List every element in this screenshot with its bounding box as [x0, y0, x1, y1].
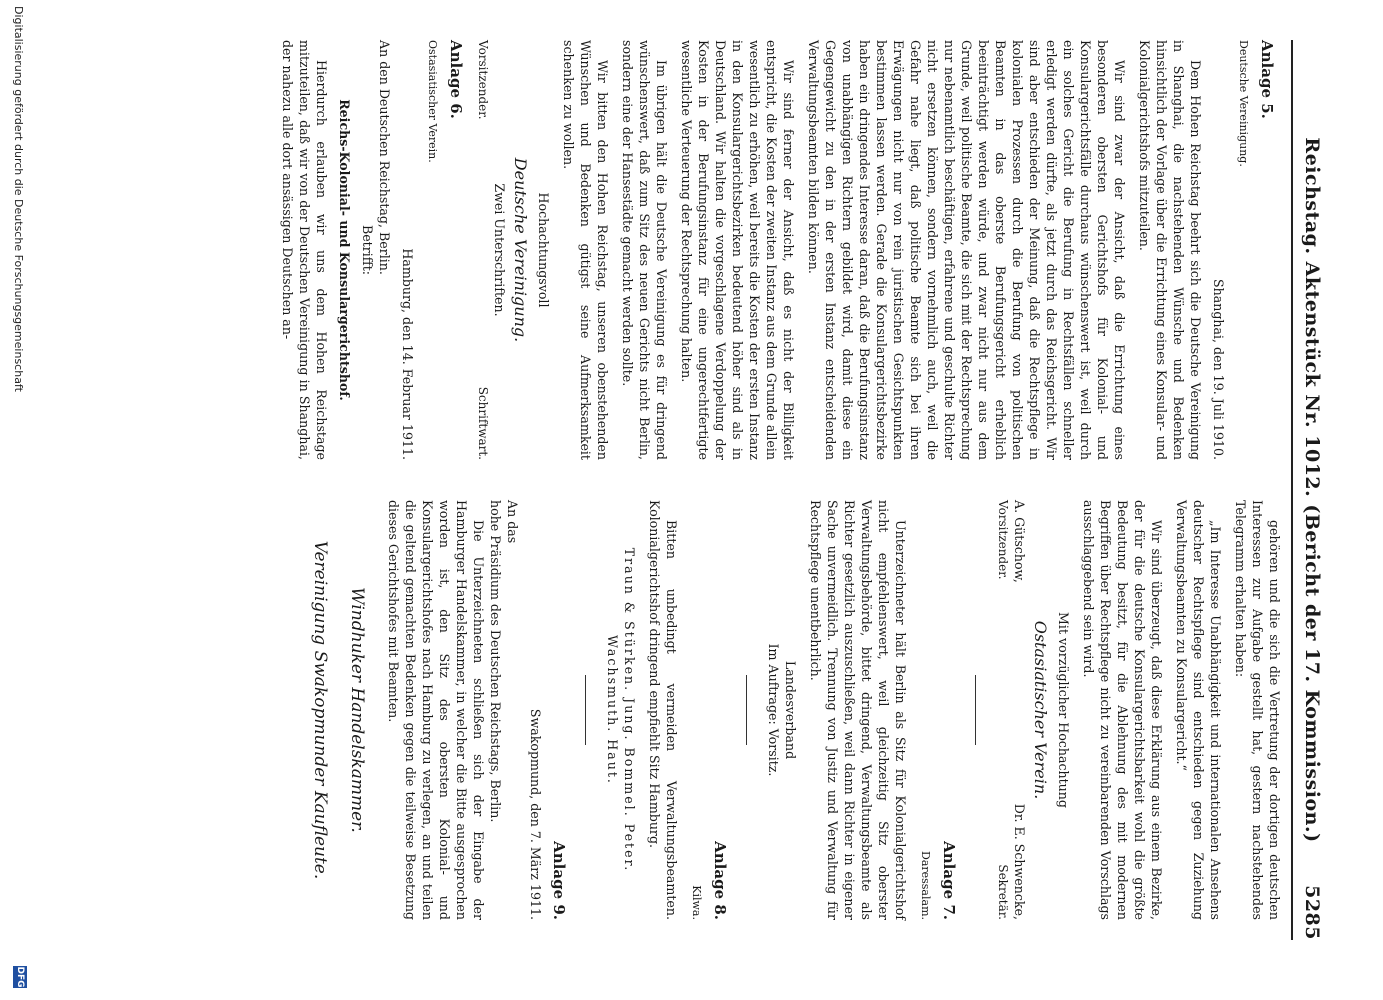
- anlage-6-paragraph: Wir sind überzeugt, daß diese Erklärung aus einem Bezirke, der für die deutsche Konsulargerichtsbarkeit wohl die größte Bedeutung besitzt, für die Ablehnung des mit modernen Begriffen über Rechtspflege nicht zu vereinbarenden Vorschlags ausschlaggebend sein wird.: [1081, 500, 1164, 920]
- anlage-8-heading: Anlage 8.: [711, 841, 729, 920]
- scan-footer: [7, 0, 27, 1000]
- signatory: Dr. E. Schwencke,: [1012, 803, 1027, 920]
- role: Schriftwart.: [476, 386, 490, 460]
- anlage-7-place: Daressalam.: [919, 851, 932, 920]
- right-column: [311, 500, 1283, 920]
- anlage-5-paragraph: Dem Hohen Reichstag beehrt sich die Deutsche Vereinigung in Shanghai, die nachstehenden Wünsche und Bedenken hinsichtlich der Vorlage über die Errichtung eines Konsular- und Kolonialgerichtshofs mitzuteilen.: [1137, 40, 1203, 460]
- anlage-6-dateline: Hamburg, den 14. Februar 1911.: [400, 248, 415, 460]
- anlage-5-closing: Hochachtungsvoll: [536, 192, 551, 308]
- anlage-6-continuation: gehören und die sich die Vertretung der dortigen deutschen Interessen zur Aufgabe gestellt hat, gestern nachstehendes Telegramm erhalten haben:: [1233, 500, 1282, 920]
- anlage-8-paragraph: Bitten unbedingt vermeiden Verwaltungsbeamten. Kolonialgerichtshof dringend empfiehlt Sitz Hamburg.: [647, 500, 679, 920]
- anlage-6-organization: Ostasiatischer Verein.: [1031, 620, 1050, 800]
- separator-rule: [975, 675, 976, 745]
- anlage-6-names: [1011, 500, 1028, 920]
- header-title: Reichstag. Aktenstück Nr. 1012. (Bericht der 17. Kommission.): [1301, 137, 1323, 843]
- separator-rule: [585, 675, 586, 745]
- role: Vorsitzender.: [476, 40, 490, 120]
- anlage-9-heading: Anlage 9.: [550, 841, 568, 920]
- anlage-6-address: An den Deutschen Reichstag, Berlin.: [377, 40, 392, 275]
- anlage-7-organization: Landesverband: [783, 660, 798, 760]
- anlage-7-paragraph: Unterzeichneter hält Berlin als Sitz für Kolonialgerichtshof nicht empfehlenswert, weil gleichzeitig Sitz oberster Verwaltungsbehörde, bittet dringend, Verwaltungsbeamte als Richter gesetzlich auszuschließen, weil dann Richter in eigener Sache unvermeidlich. Trennung von Justiz und Verwaltung für Rechtspflege unentbehrlich.: [808, 500, 908, 920]
- anlage-6-paragraph: Hierdurch erlauben wir uns dem Hohen Reichstage mitzuteilen, daß wir von der Deutschen Vereinigung in Shanghai, der nahezu alle dort ansässigen Deutschen an-: [280, 40, 329, 460]
- anlage-9-dateline: Swakopmund, den 7. März 1911.: [528, 708, 543, 920]
- role: Sekretär.: [996, 864, 1010, 920]
- anlage-5-signatures: Zwei Unterschriften.: [492, 183, 507, 317]
- dfg-logo: DFG: [15, 966, 25, 988]
- anlage-5-organization: Deutsche Vereinigung.: [511, 157, 530, 343]
- role: Vorsitzender.: [996, 500, 1010, 580]
- anlage-9-address: hohe Präsidium des Deutschen Reichstags, Berlin.: [488, 500, 503, 823]
- anlage-5-heading: Anlage 5.: [1258, 40, 1276, 119]
- anlage-9-organization: Vereinigung Swakopmunder Kaufleute.: [310, 540, 330, 880]
- anlage-8-place: Kilwa.: [690, 885, 703, 920]
- anlage-9-address: An das: [505, 500, 520, 544]
- anlage-6-closing: Mit vorzüglicher Hochachtung: [1056, 612, 1071, 808]
- anlage-6-heading: Anlage 6.: [447, 40, 465, 119]
- anlage-9-paragraph: Die Unterzeichneten schließen sich der Eingabe der Hamburger Handelskammer, in welcher die Bitte ausgesprochen worden ist, den Sitz des obersten Kolonial- und Konsulargerichtshofes nach Hamburg zu verlegen, an und teilen die geltend gemachten Bedenken gegen die teilweise Besetzung dieses Gerichtshofes mit Beamten.: [386, 500, 486, 920]
- anlage-5-paragraph: Wir bitten den Hohen Reichstag, unseren obenstehenden Wünschen und Bedenken gütigst seine Aufmerksamkeit schenken zu wollen.: [561, 40, 610, 460]
- page-number: 5285: [1301, 885, 1323, 940]
- anlage-9-organization: Windhuker Handelskammer.: [347, 587, 367, 833]
- anlage-5-sender: Deutsche Vereinigung.: [1237, 40, 1250, 167]
- page-header: [1291, 40, 1323, 940]
- anlage-5-dateline: Shanghai, den 19. Juli 1910.: [1211, 278, 1226, 460]
- funding-credit: Digitalisierung gefördert durch die Deutsche Forschungsgemeinschaft: [12, 6, 25, 392]
- anlage-7-signed: Im Auftrage: Vorsitz.: [766, 643, 781, 777]
- telegram-quote: „Im Interesse Unabhängigkeit und internationalen Ansehens deutscher Rechtspflege sind entschieden gegen Zuziehung Verwaltungsbeamten zu Konsulargericht.“: [1174, 500, 1223, 920]
- anlage-7-heading: Anlage 7.: [940, 841, 958, 920]
- anlage-6-roles: [994, 500, 1011, 920]
- signatory: A. Gütschow,: [1012, 500, 1027, 583]
- separator-rule: [746, 675, 747, 745]
- anlage-8-signatories: Traun & Stürken. Jung. Bommel. Peter. Wachsmuth. Haut.: [605, 547, 637, 873]
- anlage-5-paragraph: Im übrigen hält die Deutsche Vereinigung es für dringend wünschenswert, daß zum Sitz des neuen Gerichts nicht Berlin, sondern eine der Hansestädte gemacht werden sollte.: [620, 40, 669, 460]
- anlage-6-betrifft: Betrifft:: [360, 224, 375, 276]
- anlage-5-roles: [474, 40, 491, 460]
- anlage-6-subject: Reichs-Kolonial- und Konsulargerichtshof.: [337, 99, 352, 401]
- anlage-6-sender: Ostasiatischer Verein.: [426, 40, 439, 163]
- anlage-5-paragraph: Wir sind zwar der Ansicht, daß die Errichtung eines besonderen obersten Gerichtshofs für Kolonial- und Konsulargerichtsfälle durchaus wünschenswert ist, weil durch ein solches Gericht die Berufung in Rechtsfällen schneller erledigt werden dürfte, als jetzt durch das Reichsgericht. Wir sind aber entschieden der Meinung, daß die Rechtspflege in kolonialen Prozessen durch die Berufung von politischen Beamten in das oberste Berufungsgericht erheblich beeinträchtigt werden würde, und zwar nicht nur aus dem Grunde, weil politische Beamte, die sich mit der Rechtsprechung nur nebenamtlich beschäftigen, erfahrene und geschulte Richter nicht ersetzen können, sondern vornehmlich auch, weil die Gefahr nahe liegt, daß politische Beamte sich bei ihren Erwägungen nicht nur von rein juristischen Gesichtspunkten bestimmen lassen werden. Gerade die Konsulargerichtsbezirke haben ein dringendes Interesse daran, daß die Berufungsinstanz von unabhängigen Richtern gebildet wird, damit diese ein Gegengewicht zu den in der ersten Instanz entscheidenden Verwaltungsbeamten bilden können.: [806, 40, 1127, 460]
- left-column: [271, 40, 1283, 460]
- anlage-5-paragraph: Wir sind ferner der Ansicht, daß es nicht der Billigkeit entspricht, die Kosten der zweiten Instanz aus dem Grunde allein wesentlich zu erhöhen, weil bereits die Kosten der ersten Instanz in den Konsulargerichtsbezirken bedeutend höher sind als in Deutschland. Wir halten die vorgeschlagene Verdoppelung der Kosten in der Berufungsinstanz für eine ungerechtfertigte wesentliche Verteuerung der Rechtsprechung halten.: [679, 40, 796, 460]
